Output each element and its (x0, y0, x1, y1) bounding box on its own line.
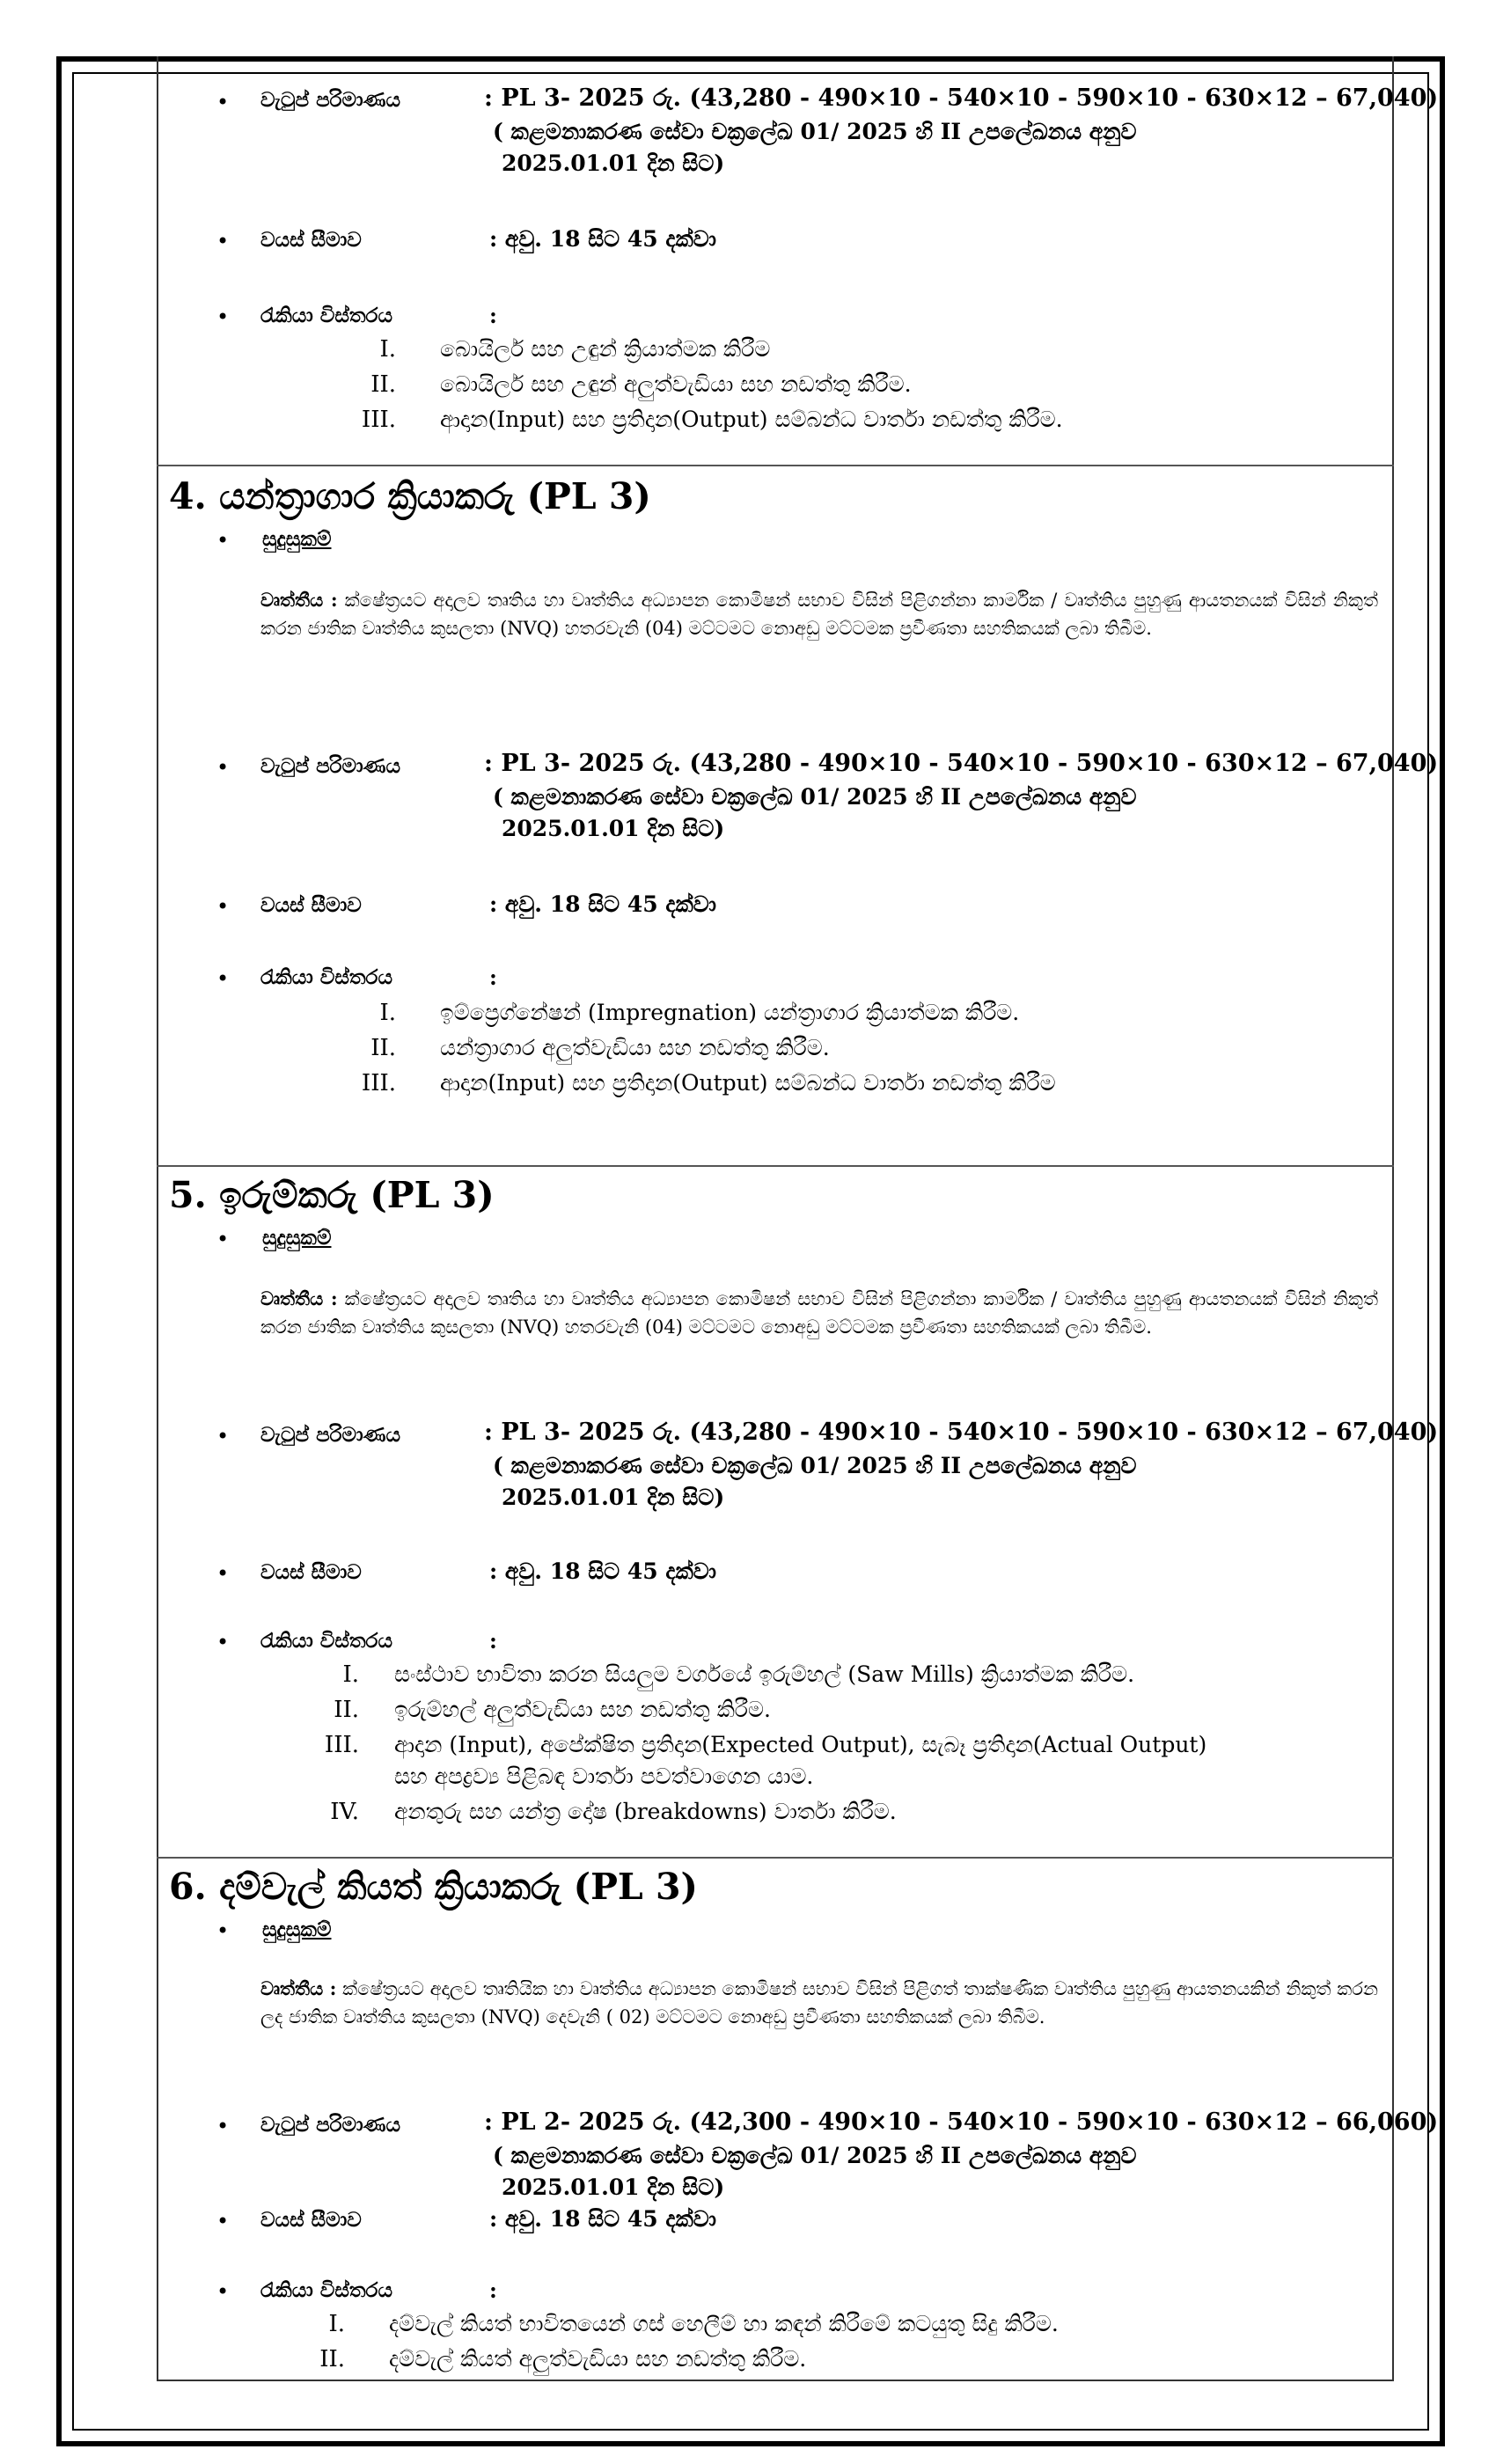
bullet: • (216, 894, 230, 919)
duty-number: I. (379, 336, 396, 363)
age-limit: : අවු. 18 සිට 45 දක්වා (489, 226, 716, 252)
duty-item: ඉරුම්හල් අලුත්වැඩියා සහ නඩත්තු කිරීම. (394, 1697, 771, 1722)
duties-label: රැකියා විස්තරය (260, 965, 392, 989)
duties-label: රැකියා විස්තරය (260, 304, 392, 327)
salary-label: වැටුප් පරිමාණය (260, 754, 401, 778)
duty-item: සංස්ථාව භාවිතා කරන සියලුම වර්ගයේ ඉරුම්හල් (Saw Mills) ක්‍රියාත්මක කිරීම. (394, 1661, 1135, 1687)
duties-colon: : (489, 964, 497, 990)
salary-label: වැටුප් පරිමාණය (260, 1423, 401, 1447)
duty-item: ඉම්ප්‍රෙග්නේෂන් (Impregnation) යන්ත්‍රාගාර ක්‍රියාත්මක කිරීම. (440, 1000, 1020, 1025)
duties-colon: : (489, 303, 497, 328)
duty-item: ආදාන(Input) සහ ප්‍රතිදාන(Output) සම්බන්ධ වාර්තා නඩත්තු කිරීම (440, 1070, 1056, 1096)
duty-item: ආදාන(Input) සහ ප්‍රතිදාන(Output) සම්බන්ධ වාර්තා නඩත්තු කිරීම. (440, 407, 1063, 432)
section-divider (157, 1165, 1394, 1167)
bullet: • (216, 755, 230, 780)
duty-number: I. (342, 1661, 359, 1688)
qualifications-heading: සුදුසුකම් (262, 1226, 332, 1250)
bullet: • (216, 966, 230, 991)
salary-circular: ( කළමනාකරණ සේවා චක්‍රලේඛ 01/ 2025 හි II උපලේඛනය අනුව (493, 2143, 1137, 2168)
age-limit: : අවු. 18 සිට 45 දක්වා (489, 891, 716, 917)
duty-number: II. (370, 371, 396, 398)
content-left-rule (157, 56, 158, 2381)
bullet: • (216, 304, 230, 329)
qualification-text (260, 1975, 1378, 2031)
section-title: 4. යන්ත්‍රාගාර ක්‍රියාකරු (PL 3) (169, 475, 651, 517)
age-label: වයස් සීමාව (260, 893, 362, 917)
salary-effective-date: 2025.01.01 දින සිට) (502, 150, 725, 176)
section-divider (157, 1857, 1394, 1859)
bullet: • (216, 229, 230, 253)
duty-number: II. (370, 1035, 396, 1061)
duty-number: II. (319, 2346, 345, 2372)
duties-colon: : (489, 1628, 497, 1654)
bullet: • (216, 1561, 230, 1586)
qualification-body: ක්ෂේත්‍රයට අදාලව තෘතියික හා වෘත්තිය අධ්‍යාපන කොමිෂන් සභාව විසින් පිළිගත් තාක්ෂණික වෘත්තිය පුහුණු ආයතනයකින් නිකුත් කරන ලද ජාතික වෘත්තිය කුසලතා (NVQ) දෙවැනි ( 02) මට්ටමට නොඅඩු ප්‍රවීණතා සහතිකයක් ලබා තිබීම. (260, 1978, 1378, 2028)
duty-number: IV. (330, 1799, 359, 1825)
duty-item: බොයිලර් සහ උඳුන් අලුත්වැඩියා සහ නඩත්තු කිරීම. (440, 371, 912, 397)
duty-number: I. (328, 2311, 345, 2337)
duty-item: යන්ත්‍රාගාර අලුත්වැඩියා සහ නඩත්තු කිරීම. (440, 1035, 830, 1060)
age-limit: : අවු. 18 සිට 45 දක්වා (489, 1558, 716, 1584)
salary-label: වැටුප් පරිමාණය (260, 2113, 401, 2137)
salary-circular: ( කළමනාකරණ සේවා චක්‍රලේඛ 01/ 2025 හි II උපලේඛනය අනුව (493, 119, 1137, 144)
salary-circular: ( කළමනාකරණ සේවා චක්‍රලේඛ 01/ 2025 හි II උපලේඛනය අනුව (493, 1453, 1137, 1478)
qualification-text (260, 1285, 1378, 1341)
duty-item: දම්වැල් කියත් භාවිතයෙන් ගස් හෙලීම් හා කඳන් කිරීමේ කටයුතු සිදු කිරීම. (389, 2311, 1059, 2336)
duty-item: අනතුරු සහ යන්ත්‍ර දෝෂ (breakdowns) වාර්තා කිරීම. (394, 1799, 897, 1824)
duty-number: III. (361, 407, 396, 433)
salary-scale: : PL 3- 2025 රු. (43,280 - 490×10 - 540×10 - 590×10 - 630×12 – 67,040) (484, 1419, 1439, 1446)
duty-item: දම්වැල් කියත් අලුත්වැඩියා සහ නඩත්තු කිරීම. (389, 2346, 807, 2372)
bullet: • (216, 528, 230, 553)
salary-label: වැටුප් පරිමාණය (260, 88, 401, 112)
duty-number: II. (334, 1697, 359, 1723)
bullet: • (216, 2209, 230, 2233)
bullet: • (216, 1424, 230, 1448)
bullet: • (216, 1918, 230, 1943)
section-divider (157, 465, 1394, 466)
bullet: • (216, 1630, 230, 1654)
duty-number: I. (379, 1000, 396, 1026)
section-title: 6. දම්වැල් කියත් ක්‍රියාකරු (PL 3) (169, 1866, 698, 1908)
bullet: • (216, 90, 230, 114)
bullet: • (216, 1227, 230, 1251)
salary-scale: : PL 3- 2025 රු. (43,280 - 490×10 - 540×10 - 590×10 - 630×12 – 67,040) (484, 84, 1439, 112)
qualifications-heading: සුදුසුකම් (262, 527, 332, 551)
salary-effective-date: 2025.01.01 දින සිට) (502, 816, 725, 841)
duties-label: රැකියා විස්තරය (260, 1629, 392, 1653)
salary-scale: : PL 2- 2025 රු. (42,300 - 490×10 - 540×10 - 590×10 - 630×12 – 66,060) (484, 2108, 1439, 2136)
age-label: වයස් සීමාව (260, 2208, 362, 2232)
professional-label: වෘත්තීය : (260, 1977, 337, 1999)
professional-label: වෘත්තීය : (260, 589, 338, 611)
duty-item: ආදාන (Input), අපේක්ෂිත ප්‍රතිදාන(Expected Output), සැබෑ ප්‍රතිදාන(Actual Output) (394, 1732, 1207, 1757)
duty-item: බොයිලර් සහ උඳුන් ක්‍රියාත්මක කිරීම (440, 336, 771, 362)
content-bottom-rule (157, 2380, 1394, 2381)
duties-colon: : (489, 2277, 497, 2303)
age-limit: : අවු. 18 සිට 45 දක්වා (489, 2206, 716, 2232)
duty-number: III. (361, 1070, 396, 1096)
duties-label: රැකියා විස්තරය (260, 2278, 392, 2302)
salary-effective-date: 2025.01.01 දින සිට) (502, 2174, 725, 2200)
qualifications-heading: සුදුසුකම් (262, 1918, 332, 1941)
salary-circular: ( කළමනාකරණ සේවා චක්‍රලේඛ 01/ 2025 හි II උපලේඛනය අනුව (493, 784, 1137, 810)
duty-item-continued: සහ අපද්‍රව්‍ය පිළිබඳ වාර්තා පවත්වාගෙන යාම. (394, 1764, 814, 1789)
qualification-body: ක්ෂේත්‍රයට අදාලව තෘතිය හා වෘත්තිය අධ්‍යාපන කොමිෂන් සභාව විසින් පිළිගන්නා කාර්මික / වෘත්තිය පුහුණු ආයතනයක් විසින් නිකුත් කරන ජාතික වෘත්තිය කුසලතා (NVQ) හතරවැනි (04) මට්ටමට නොඅඩු මට්ටමක ප්‍රවීණතා සහතිකයක් ලබා තිබීම. (260, 1288, 1378, 1338)
content-right-rule (1392, 56, 1394, 2381)
age-label: වයස් සීමාව (260, 228, 362, 252)
qualification-body: ක්ෂේත්‍රයට අදාලව තෘතිය හා වෘත්තිය අධ්‍යාපන කොමිෂන් සභාව විසින් පිළිගන්නා කාර්මික / වෘත්තිය පුහුණු ආයතනයක් විසින් නිකුත් කරන ජාතික වෘත්තිය කුසලතා (NVQ) හතරවැනි (04) මට්ටමට නොඅඩු මට්ටමක ප්‍රවීණතා සහතිකයක් ලබා තිබීම. (260, 590, 1378, 639)
section-title: 5. ඉරුම්කරු (PL 3) (169, 1174, 495, 1216)
professional-label: වෘත්තීය : (260, 1287, 338, 1309)
bullet: • (216, 2279, 230, 2304)
duty-number: III. (324, 1732, 359, 1758)
bullet: • (216, 2114, 230, 2138)
qualification-text (260, 586, 1378, 642)
salary-effective-date: 2025.01.01 දින සිට) (502, 1485, 725, 1510)
salary-scale: : PL 3- 2025 රු. (43,280 - 490×10 - 540×10 - 590×10 - 630×12 – 67,040) (484, 750, 1439, 777)
age-label: වයස් සීමාව (260, 1560, 362, 1584)
